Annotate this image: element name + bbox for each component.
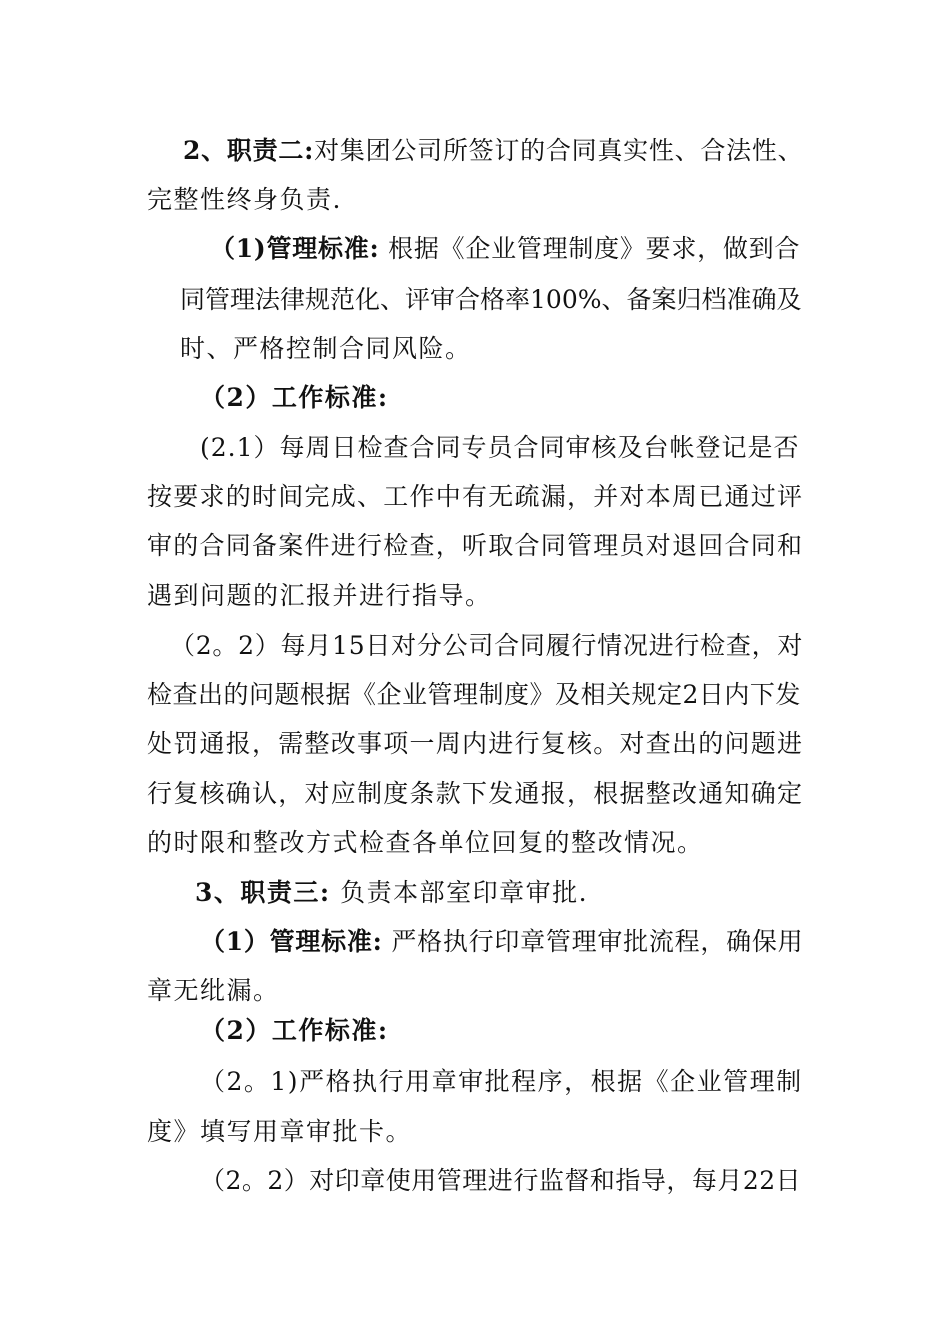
- doc-line: [0, 229, 800, 269]
- doc-line: [0, 823, 704, 863]
- doc-line: [0, 131, 803, 171]
- doc-line-text: 完整性终身负责.: [147, 185, 342, 214]
- doc-line-text: （2。1)严格执行用章审批程序，根据《企业管理制: [200, 1067, 803, 1096]
- doc-line-text: 按要求的时间完成、工作中有无疏漏，并对本周已通过评: [147, 482, 804, 511]
- doc-line: [0, 1062, 803, 1102]
- doc-line-text: 检查出的问题根据《企业管理制度》及相关规定2日内下发: [147, 680, 801, 709]
- doc-line: [0, 724, 803, 764]
- doc-line-text: 根据《企业管理制度》要求，做到合: [379, 234, 801, 263]
- doc-line-text: 的时限和整改方式检查各单位回复的整改情况。: [147, 828, 704, 857]
- doc-line-heading: （1)管理标准:: [210, 234, 380, 263]
- doc-line: [0, 329, 472, 369]
- doc-line-text: 遇到问题的汇报并进行指导。: [147, 581, 492, 610]
- doc-line-text: (2.1）每周日检查合同专员合同审核及台帐登记是否: [200, 433, 800, 462]
- doc-line-heading: （1）管理标准:: [200, 927, 383, 956]
- doc-line-text: 审的合同备案件进行检查，听取合同管理员对退回合同和: [147, 531, 804, 560]
- doc-line: [0, 428, 800, 468]
- doc-line: [0, 873, 588, 913]
- doc-line: [0, 280, 801, 320]
- doc-line: [0, 180, 342, 220]
- doc-line: [0, 576, 492, 616]
- doc-line: [0, 626, 803, 666]
- doc-line-text: （2。2）对印章使用管理进行监督和指导，每月22日: [200, 1166, 802, 1195]
- doc-line-text: 同管理法律规范化、评审合格率100%、备案归档准确及: [180, 285, 802, 314]
- doc-line-text: 严格执行印章管理审批流程，确保用: [382, 927, 804, 956]
- doc-line-text: 行复核确认，对应制度条款下发通报，根据整改通知确定: [147, 779, 804, 808]
- doc-line: [0, 922, 803, 962]
- doc-line: [0, 477, 803, 517]
- doc-line: [0, 1161, 801, 1201]
- doc-line-heading: （2）工作标准:: [200, 383, 389, 412]
- doc-line-text: （2。2）每月15日对分公司合同履行情况进行检查，对: [170, 631, 804, 660]
- doc-line: [0, 774, 803, 814]
- doc-line: [0, 971, 280, 1011]
- doc-line: [0, 378, 389, 418]
- doc-line-text: 章无纰漏。: [147, 976, 280, 1005]
- doc-line: [0, 1011, 389, 1051]
- doc-line-heading: （2）工作标准:: [200, 1016, 389, 1045]
- doc-line-text: 度》填写用章审批卡。: [147, 1117, 413, 1146]
- doc-line: [0, 1112, 412, 1152]
- doc-line-heading: 2、职责二:: [183, 136, 315, 165]
- doc-line: [0, 675, 801, 715]
- doc-line-text: 对集团公司所签订的合同真实性、合法性、: [314, 136, 804, 165]
- doc-line-text: 负责本部室印章审批.: [330, 878, 589, 907]
- doc-line: [0, 526, 803, 566]
- doc-line-text: 时、严格控制合同风险。: [180, 334, 472, 363]
- doc-line-heading: 3、职责三:: [195, 878, 331, 907]
- doc-line-text: 处罚通报，需整改事项一周内进行复核。对查出的问题进: [147, 729, 804, 758]
